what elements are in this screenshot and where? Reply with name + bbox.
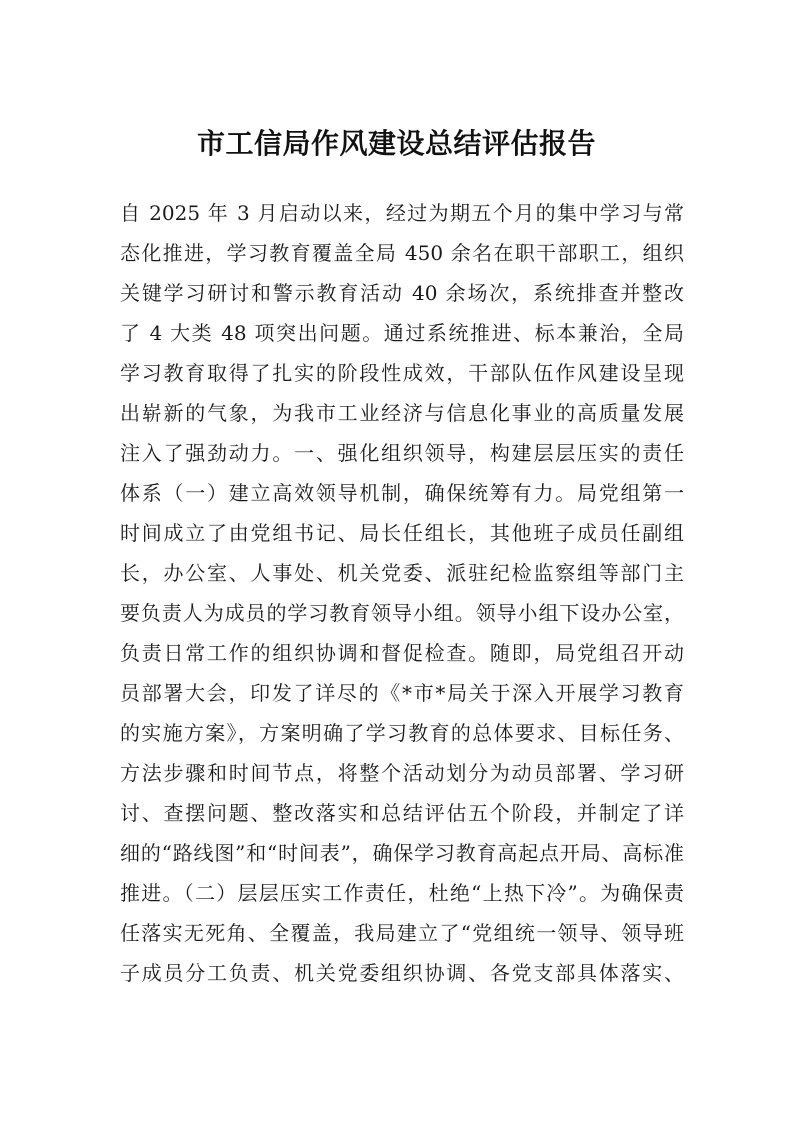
body-line: 要负责人为成员的学习教育领导小组。领导小组下设办公室， bbox=[120, 601, 684, 625]
body-line: 负责日常工作的组织协调和督促检查。随即，局党组召开动 bbox=[120, 641, 684, 665]
body-line: 出崭新的气象，为我市工业经济与信息化事业的高质量发展 bbox=[120, 401, 684, 425]
body-line: 讨、查摆问题、整改落实和总结评估五个阶段，并制定了详 bbox=[120, 801, 684, 825]
body-line: 细的“路线图”和“时间表”，确保学习教育高起点开局、高标准 bbox=[120, 841, 684, 865]
body-line: 的实施方案》，方案明确了学习教育的总体要求、目标任务、 bbox=[120, 721, 684, 745]
body-line: 推进。（二）层层压实工作责任，杜绝“上热下冷”。为确保责 bbox=[120, 881, 684, 905]
body-line: 态化推进，学习教育覆盖全局 450 余名在职干部职工，组织 bbox=[120, 241, 684, 265]
body-line: 员部署大会，印发了详尽的《*市*局关于深入开展学习教育 bbox=[120, 681, 684, 705]
body-line: 子成员分工负责、机关党委组织协调、各党支部具体落实、 bbox=[120, 961, 684, 985]
document-body bbox=[120, 193, 684, 993]
body-line: 方法步骤和时间节点，将整个活动划分为动员部署、学习研 bbox=[120, 761, 684, 785]
body-line: 体系（一）建立高效领导机制，确保统筹有力。局党组第一 bbox=[120, 481, 684, 505]
body-line: 自 2025 年 3 月启动以来，经过为期五个月的集中学习与常 bbox=[120, 201, 684, 225]
body-line: 了 4 大类 48 项突出问题。通过系统推进、标本兼治，全局 bbox=[120, 321, 684, 345]
body-line: 注入了强劲动力。一、强化组织领导，构建层层压实的责任 bbox=[120, 441, 684, 465]
body-line: 时间成立了由党组书记、局长任组长，其他班子成员任副组 bbox=[120, 521, 684, 545]
body-line: 关键学习研讨和警示教育活动 40 余场次，系统排查并整改 bbox=[120, 281, 684, 305]
body-line: 学习教育取得了扎实的阶段性成效，干部队伍作风建设呈现 bbox=[120, 361, 684, 385]
document-title: 市工信局作风建设总结评估报告 bbox=[196, 127, 596, 160]
body-line: 任落实无死角、全覆盖，我局建立了“党组统一领导、领导班 bbox=[120, 921, 684, 945]
body-line: 长，办公室、人事处、机关党委、派驻纪检监察组等部门主 bbox=[120, 561, 684, 585]
